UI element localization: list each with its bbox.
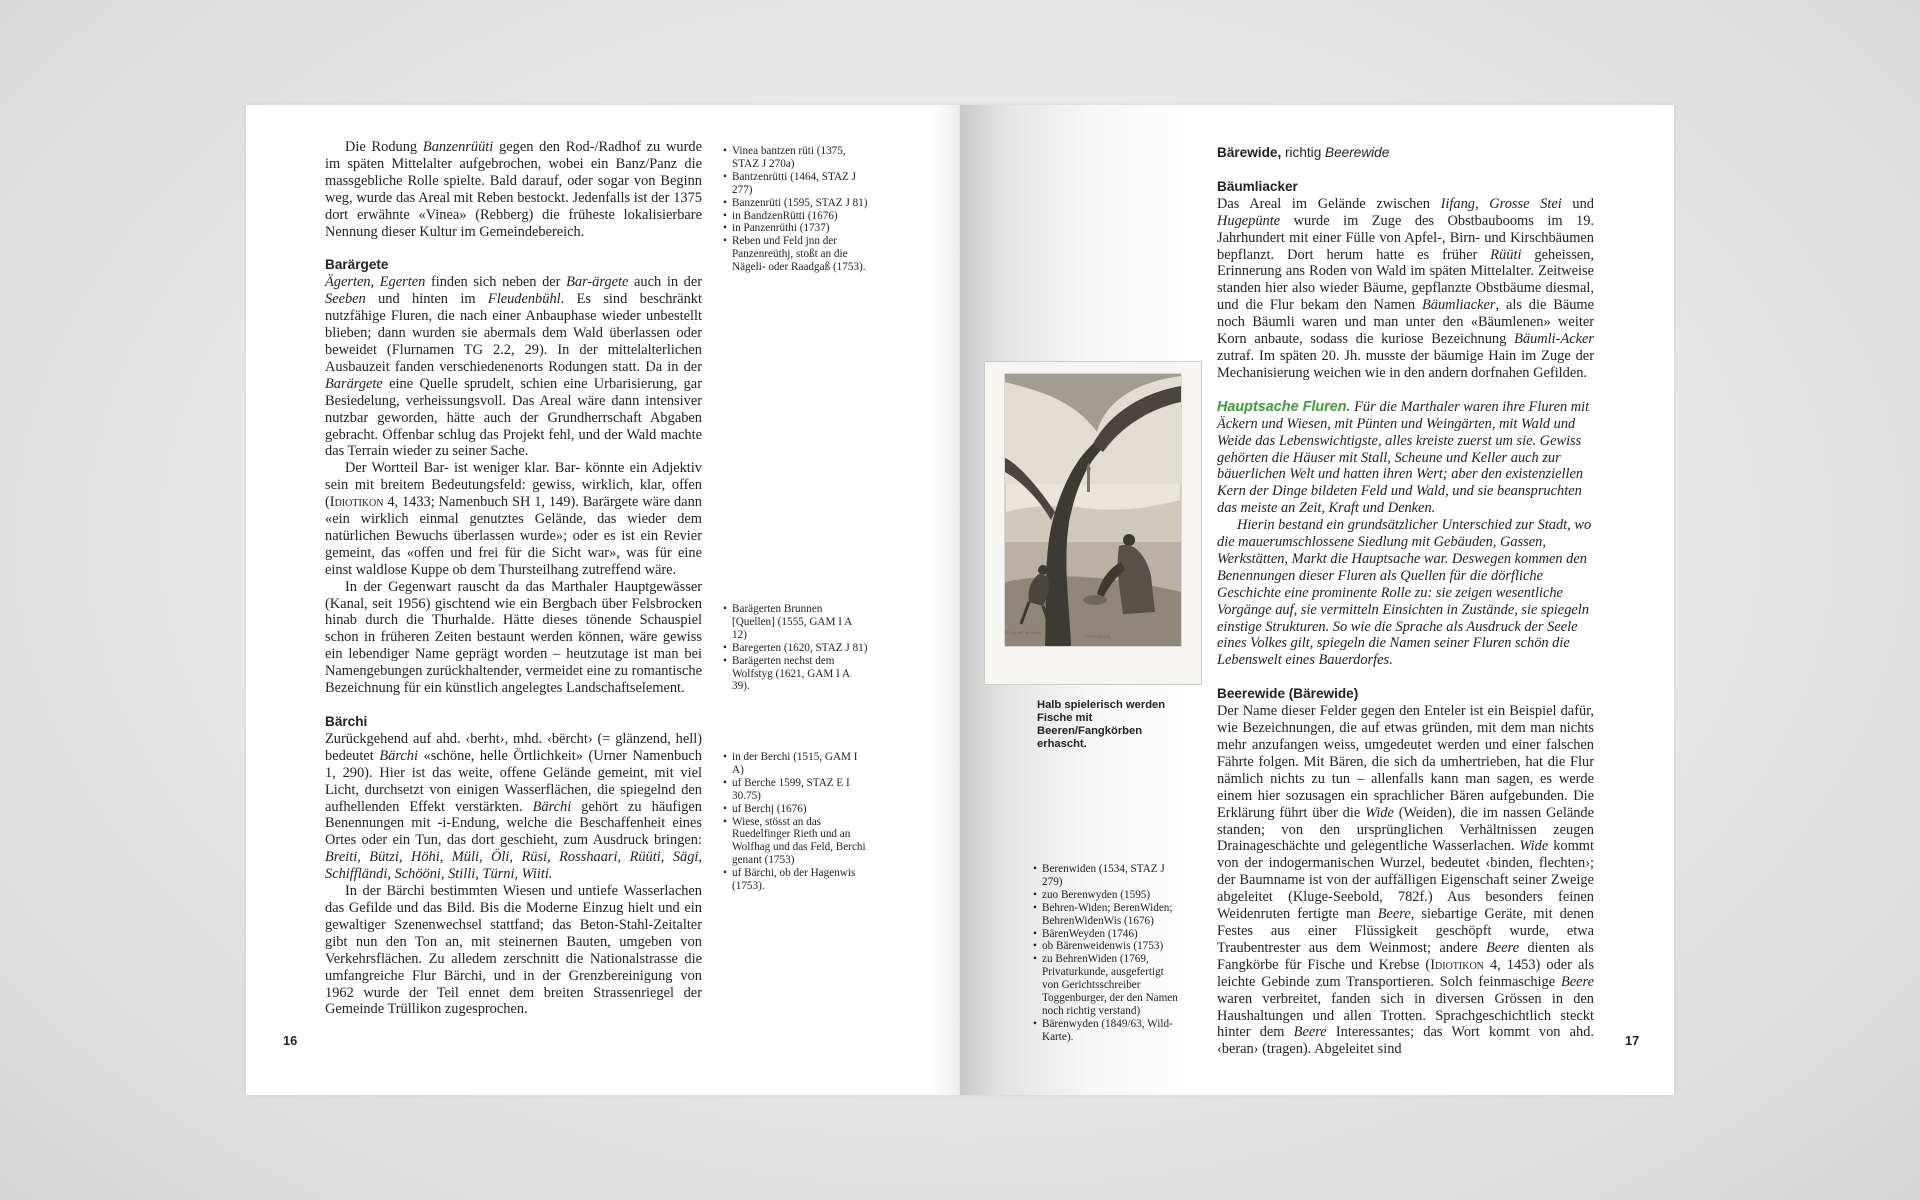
note-item: • in BandzenRütti (1676) (723, 210, 868, 223)
note-item: • in der Berchi (1515, GAM I A) (723, 751, 868, 777)
paragraph-baeumliacker: Das Areal im Gelände zwischen Iifang, Grosse Stei und Hugepünte wurde im Zuge des Obstbaubooms im 19. Jahrhundert mit einer Fülle von Apfel-, Birn- und Kirschbäumen bepflanzt. Dort herum hatte es früher Rüüti geheissen, Erinnerung ans Roden von Wald im späten Mittelalter. Zeitweise standen hier also wieder Bäume, gepflanzte Obstbäume diesmal, und die Flur bekam den Namen Bäumliacker, als die Bäume noch Bäumli waren und man unter den «Bäumlenen» weiter Korn anbaute, sodass die kuriose Bezeichnung Bäumli-Acker zutraf. Im späten 20. Jh. musste der bäumige Hain im Zuge der Mechanisierung weichen wie in den andern dorfnahen Gefilden. (1217, 195, 1594, 381)
paragraph-baraergete-3: In der Gegenwart rauscht da das Marthaler Hauptgewässer (Kanal, seit 1956) gischtend wie ein Bergbach über Felsbrocken hinab durch die Thurhalde. Hätte dieses tönende Schauspiel schon in früheren Zeiten bestaunt werden können, wäre gewiss ein lebendiger Name geprägt worden – heutzutage ist man bei Namengebungen zurückhaltender, vermeidet eine zu romantische Bezeichnung für ein künstlich angelegtes Landschaftselement. (325, 578, 702, 697)
margin-notes-banzenrueti (723, 145, 868, 274)
note-item: • Baregerten (1620, STAZ J 81) (723, 642, 868, 655)
margin-notes-baraergete (723, 603, 868, 693)
note-item: • Barägerten Brunnen [Quellen] (1555, GAM I A 12) (723, 603, 868, 642)
note-item: • uf Berchj (1676) (723, 803, 868, 816)
left-main-column (325, 139, 702, 1018)
note-item: • Berenwiden (1534, STAZ J 279) (1033, 863, 1178, 889)
note-item: • Wiese, stösst an das Ruedelfinger Rieth und an Wolfhag und das Feld, Berchi genant (1753) (723, 816, 868, 868)
note-item: • Bantzenrütti (1464, STAZ J 277) (723, 171, 868, 197)
engraving-signature-left: D. Ag. del. & sculpt. (1005, 630, 1043, 635)
note-item: • zu BehrenWiden (1769, Privaturkunde, ausgefertigt von Gerichtsschreiber Toggenburger, der den Namen noch richtig verstand) (1033, 953, 1178, 1018)
right-main-column (1217, 145, 1594, 1058)
note-item: • uf Berche 1599, STAZ E I 30.75) (723, 777, 868, 803)
paragraph-baerchi-1: Zurückgehend auf ahd. ‹berht›, mhd. ‹bërcht› (= glänzend, hell) bedeutet Bärchi «schöne, helle Örtlichkeit» (Urner Namenbuch 1, 290). Hier ist das weite, offene Gelände gemeint, mit viel Licht, durchsetzt von einigen Wasserflächen, die spiegelnd den aufhellenden Effekt verstärkten. Bärchi gehört zu häufigen Benennungen mit -i-Endung, welche die Beschaffenheit eines Ortes oder ein Tun, das dort geschieht, zum Ausdruck bringen: Breiti, Bützi, Höhi, Müli, Öli, Rüsi, Rosshaari, Rüüti, Sägi, Schiffländi, Schööni, Stilli, Türni, Wiiti. (325, 730, 703, 883)
gutter-shadow (930, 105, 960, 1095)
note-item: • Vinea bantzen rüti (1375, STAZ J 270a) (723, 145, 868, 171)
note-item: • BärenWeyden (1746) (1033, 928, 1178, 941)
heading-baraergete: Barärgete (325, 257, 389, 273)
note-item: • zuo Berenwyden (1595) (1033, 889, 1178, 902)
image-caption: Halb spielerisch werden Fische mit Beeren/Fangkörben erhascht. (1037, 699, 1166, 750)
paragraph-baraergete-1: Ägerten, Egerten finden sich neben der Bar-ärgete auch in der Seeben und hinten im Fleudenbühl. Es sind beschränkt nutzfähige Fluren, die nach einer Anbauphase wieder unbestellt blieben; dann wurden sie abermals dem Wald überlassen oder beweidet (Flurnamen TG 2.2, 29). In der mittelalterlichen Ausbauzeit fanden verschiedenenorts Rodungen statt. Da in der Barärgete eine Quelle sprudelt, schien eine Urbarisierung, gar Besiedelung, verheissungsvoll. Das Areal wäre dann intensiver nutzbar geworden, hätte auch der Grundherrschaft Abgaben gebracht. Offenbar schlug das Projekt fehl, und der Wald machte das Terrain wieder zu seiner Sache. (325, 274, 703, 460)
heading-baerewide-top: Bärewide, richtig Beerewide (1217, 145, 1390, 160)
note-item: • in Panzenrüthi (1737) (723, 222, 868, 235)
green-lead-label: Hauptsache Fluren. (1217, 398, 1351, 415)
note-item: • ob Bärenweidenwis (1753) (1033, 940, 1178, 953)
right-page (960, 105, 1674, 1095)
engraving-signature-right: Feierabend (1085, 634, 1111, 640)
margin-notes-baerchi (723, 751, 868, 893)
page-number-left: 16 (283, 1033, 298, 1048)
margin-notes-beerewide (1033, 863, 1178, 1044)
paragraph-beerewide: Der Name dieser Felder gegen den Enteler ist ein Beispiel dafür, wie Bezeichnungen, die auf etwas gründen, mit dem man nichts mehr anzufangen weiss, umgedeutet werden und einer falschen Fährte folgen. Mit Bären, die sich da umhertrieben, hat die Flur nämlich nichts zu tun – allenfalls kann man sagen, es werde einem hier sozusagen ein sprachlicher Bären aufgebunden. Die Erklärung führt über die Wide (Weiden), die im nassen Gelände standen; von den ursprünglichen Verhältnissen zeugen Drainageschächte und gelegentliche Wasserlachen. Wide kommt von der indogermanischen Wurzel, bedeutet ‹binden, flechten›; der Baumname ist von der auffälligen Eigenschaft seiner Zweige abgeleitet (Kluge-Seebold, 782f.) Aus besonders feinen Weidenruten fertigte man Beere, siebartige Geräte, mit denen Festes aus einer Flüssigkeit geschöpft wurde, etwa Traubentrester aus dem Weinmost; andere Beere dienten als Fangkörbe für Fische und Krebse (Idiotikon 4, 1453) oder als leichte Gebinde zum Transportieren. Solch feinmaschige Beere waren verbreitet, fanden sich in diversen Grössen in den Haushaltungen und allen Trotten. Sprachgeschichtlich steckt hinter dem Beere Interessantes; das Wort kommt von ahd. ‹beran› (tragen). Abgeleitet sind (1217, 703, 1595, 1058)
note-item: • Reben und Feld jnn der Panzenreüthj, stoßt an die Nägeli- oder Raadgaß (1753). (723, 235, 868, 274)
engraving-illustration (984, 361, 1202, 685)
heading-baerchi: Bärchi (325, 714, 368, 729)
paragraph-hauptsache-fluren-2: Hierin bestand ein grundsätzlicher Unterschied zur Stadt, wo die mauerumschlossene Siedlung mit Gebäuden, Gassen, Werkstätten, Markt die Hauptsache war. Deswegen kommen den Benennungen dieser Fluren als Quellen für die dörfliche Geschichte eine prominente Rolle zu: sie zeigen wesentliche Vorgänge auf, sie vermitteln Einsichten in Zustände, sie spiegeln einstige Strukturen. So wie die Sprache als Ausdruck der Seele eines Volkes gilt, spiegeln die Namen seiner Fluren schön die Lebenswelt eines Bauerdorfes. (1217, 517, 1592, 669)
note-item: • Barägerten nechst dem Wolfstyg (1621, GAM I A 39). (723, 655, 868, 694)
note-item: • Bärenwyden (1849/63, Wild-Karte). (1033, 1018, 1178, 1044)
left-page (246, 105, 960, 1095)
paragraph-banzenrueti: Die Rodung Banzenrüüti gegen den Rod-/Radhof zu wurde im späten Mittelalter aufgebrochen, wobei ein Banz/Panz die massgebliche Rolle spielte. Bald darauf, oder sogar von Beginn weg, wurde das Areal mit Reben bestockt. Jedenfalls ist der 1375 dort erwähnte «Vinea» (Rebberg) die früheste lokalisierbare Nennung dieser Kultur im Gemeindebereich. (325, 139, 702, 240)
heading-beerewide: Beerewide (Bärewide) (1217, 686, 1359, 702)
page-number-right: 17 (1625, 1033, 1640, 1048)
paragraph-baerchi-2: In der Bärchi bestimmten Wiesen und untiefe Wasserlachen das Gefilde und das Bild. Bis die Moderne Einzug hielt und ein gewaltiger Szenenwechsel stattfand; das Beton-Stahl-Zeitalter gibt nun den Ton an, mit steinernen Bauten, umgeben von Verkehrsflächen. Zu alledem zerschnitt die Nationalstrasse die umfangreiche Flur Bärchi, und in der Grenzbereinigung von 1962 wurde der Teil ennet dem breiten Strassenriegel der Gemeinde Trüllikon zugesprochen. (325, 883, 702, 1018)
note-item: • Banzenrüti (1595, STAZ J 81) (723, 197, 868, 210)
note-item: • Behren-Widen; BerenWiden; BehrenWidenWis (1676) (1033, 902, 1178, 928)
heading-baeumliacker: Bäumliacker (1217, 178, 1298, 194)
paragraph-hauptsache-fluren: Hauptsache Fluren. Für die Marthaler waren ihre Fluren mit Äckern und Wiesen, mit Pünten und Weingärten, mit Wald und Weide das Lebenswichtigste, alles kreiste zuerst um sie. Gewiss gehörten die Häuser mit Stall, Scheune und Keller auch zur bäuerlichen Welt und hatten ihren Wert; aber den existenziellen Kern der Dinge bildeten Feld und Wald, und sie beanspruchten das meiste an Zeit, Kraft und Denken. (1217, 398, 1590, 517)
note-item: • uf Bärchi, ob der Hagenwis (1753). (723, 867, 868, 893)
paragraph-baraergete-2: Der Wortteil Bar- ist weniger klar. Bar- könnte ein Adjektiv sein mit breitem Bedeutungsfeld: gewiss, wirklich, klar, offen (Idiotikon 4, 1433; Namenbuch SH 1, 149). Barärgete wäre dann «ein wirklich einmal genutztes Gelände, das wieder dem natürlichen Bewuchs überlassen wurde»; oder es ist ein Revier gemeint, das «offen und frei für die Sicht war», was für eine einst waldlose Kuppe ob dem Thursteilhang zutreffend wäre. (325, 460, 702, 578)
